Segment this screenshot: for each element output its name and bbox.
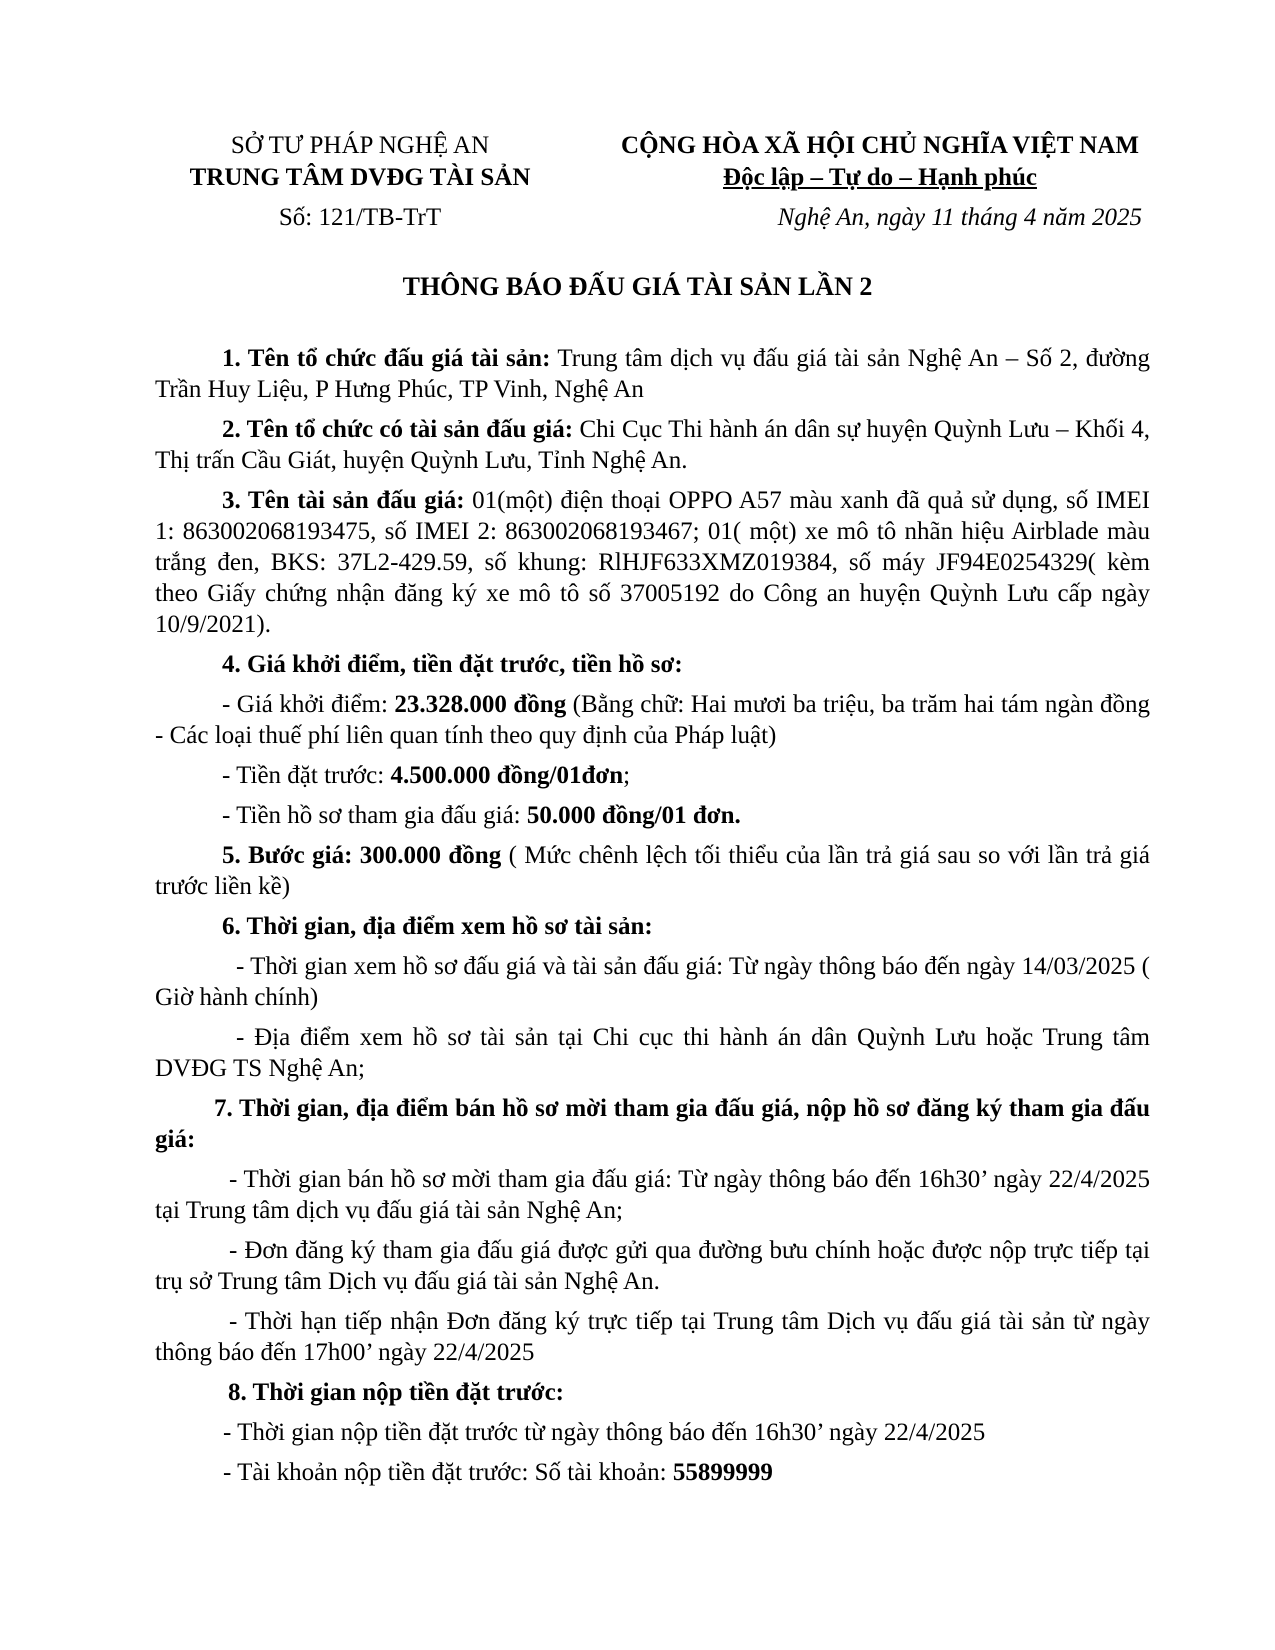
deposit-value: 4.500.000 đồng/01đơn: [390, 762, 624, 789]
starting-price-line: [155, 689, 1150, 751]
section-4-heading: 4. Giá khởi điểm, tiền đặt trước, tiền hồ sơ:: [222, 651, 683, 678]
section-2: [155, 414, 1150, 476]
section-3: [155, 485, 1150, 640]
issuer-block: [150, 130, 570, 194]
account-number: 55899999: [672, 1459, 773, 1486]
section-3-label: 3. Tên tài sản đấu giá:: [222, 487, 465, 514]
dossier-fee-label: - Tiền hồ sơ tham gia đấu giá:: [222, 802, 527, 829]
issuer-parent: SỞ TƯ PHÁP NGHỆ AN: [230, 132, 490, 159]
section-7-line-2: - Đơn đăng ký tham gia đấu giá được gửi qua đường bưu chính hoặc được nộp trực tiếp tại trụ sở Trung tâm Dịch vụ đấu giá tài sản Nghệ An.: [155, 1237, 1150, 1295]
starting-price-value: 23.328.000 đồng: [394, 691, 567, 718]
deposit-line: [155, 760, 1150, 791]
deposit-suffix: ;: [623, 762, 631, 789]
deposit-label: - Tiền đặt trước:: [222, 762, 391, 789]
account-line: [155, 1457, 1150, 1488]
section-7-line-3: - Thời hạn tiếp nhận Đơn đăng ký trực tiếp tại Trung tâm Dịch vụ đấu giá tài sản từ ngày thông báo đến 17h00’ ngày 22/4/2025: [155, 1308, 1150, 1366]
national-motto-block: [582, 130, 1178, 194]
document-body: [155, 343, 1150, 1497]
motto: Độc lập – Tự do – Hạnh phúc: [723, 164, 1037, 191]
section-1: [155, 343, 1150, 405]
page-title: THÔNG BÁO ĐẤU GIÁ TÀI SẢN LẦN 2: [402, 272, 873, 301]
section-6-heading: 6. Thời gian, địa điểm xem hồ sơ tài sản:: [222, 913, 653, 940]
section-7-line-1: - Thời gian bán hồ sơ mời tham gia đấu giá: Từ ngày thông báo đến 16h30’ ngày 22/4/2025 tại Trung tâm dịch vụ đấu giá tài sản Nghệ An;: [155, 1166, 1150, 1224]
section-7-heading: 7. Thời gian, địa điểm bán hồ sơ mời tham gia đấu giá, nộp hồ sơ đăng ký tham gia đấu giá:: [155, 1095, 1150, 1153]
document-number: Số: 121/TB-TrT: [278, 204, 442, 231]
starting-price-label: - Giá khởi điểm:: [222, 691, 395, 718]
section-5-text: ( Mức chênh lệch tối thiểu của lần trả giá sau so với lần trả giá trước liền kề): [155, 842, 1150, 900]
country-name: CỘNG HÒA XÃ HỘI CHỦ NGHĨA VIỆT NAM: [621, 132, 1139, 159]
section-8-line-1: - Thời gian nộp tiền đặt trước từ ngày thông báo đến 16h30’ ngày 22/4/2025: [223, 1419, 986, 1446]
account-label: - Tài khoản nộp tiền đặt trước: Số tài khoản:: [223, 1459, 673, 1486]
section-1-label: 1. Tên tổ chức đấu giá tài sản:: [222, 345, 551, 372]
section-2-label: 2. Tên tổ chức có tài sản đấu giá:: [222, 416, 574, 443]
dossier-fee-value: 50.000 đồng/01 đơn.: [526, 802, 741, 829]
section-5: [155, 840, 1150, 902]
section-8-heading: 8. Thời gian nộp tiền đặt trước:: [228, 1379, 565, 1406]
issuer-name: TRUNG TÂM DVĐG TÀI SẢN: [189, 164, 531, 191]
section-6-line-1: - Thời gian xem hồ sơ đấu giá và tài sản đấu giá: Từ ngày thông báo đến ngày 14/03/2025 ( Giờ hành chính): [155, 953, 1150, 1011]
section-1-text: Trung tâm dịch vụ đấu giá tài sản Nghệ An – Số 2, đường Trần Huy Liệu, P Hưng Phúc, TP Vinh, Nghệ An: [155, 345, 1150, 403]
section-5-label: 5. Bước giá: 300.000 đồng: [222, 842, 502, 869]
section-6-line-2: - Địa điểm xem hồ sơ tài sản tại Chi cục thi hành án dân Quỳnh Lưu hoặc Trung tâm DVĐG TS Nghệ An;: [155, 1024, 1150, 1082]
section-2-text: Chi Cục Thi hành án dân sự huyện Quỳnh Lưu – Khối 4, Thị trấn Cầu Giát, huyện Quỳnh Lưu, Tỉnh Nghệ An.: [155, 416, 1150, 474]
starting-price-note: (Bằng chữ: Hai mươi ba triệu, ba trăm hai tám ngàn đồng - Các loại thuế phí liên quan tính theo quy định của Pháp luật): [155, 691, 1151, 749]
document-date: Nghệ An, ngày 11 tháng 4 năm 2025: [777, 204, 1142, 231]
dossier-fee-line: [155, 800, 1150, 831]
section-3-text: 01(một) điện thoại OPPO A57 màu xanh đã quả sử dụng, số IMEI 1: 863002068193475, số IMEI 2: 863002068193467; 01( một) xe mô tô nhãn hiệu Airblade màu trắng đen, BKS: 37L2-429.59, số khung: RlHJF633XMZ019384, số máy JF94E0254329( kèm theo Giấy chứng nhận đăng ký xe mô tô số 37005192 do Công an huyện Quỳnh Lưu cấp ngày 10/9/2021).: [155, 487, 1150, 638]
